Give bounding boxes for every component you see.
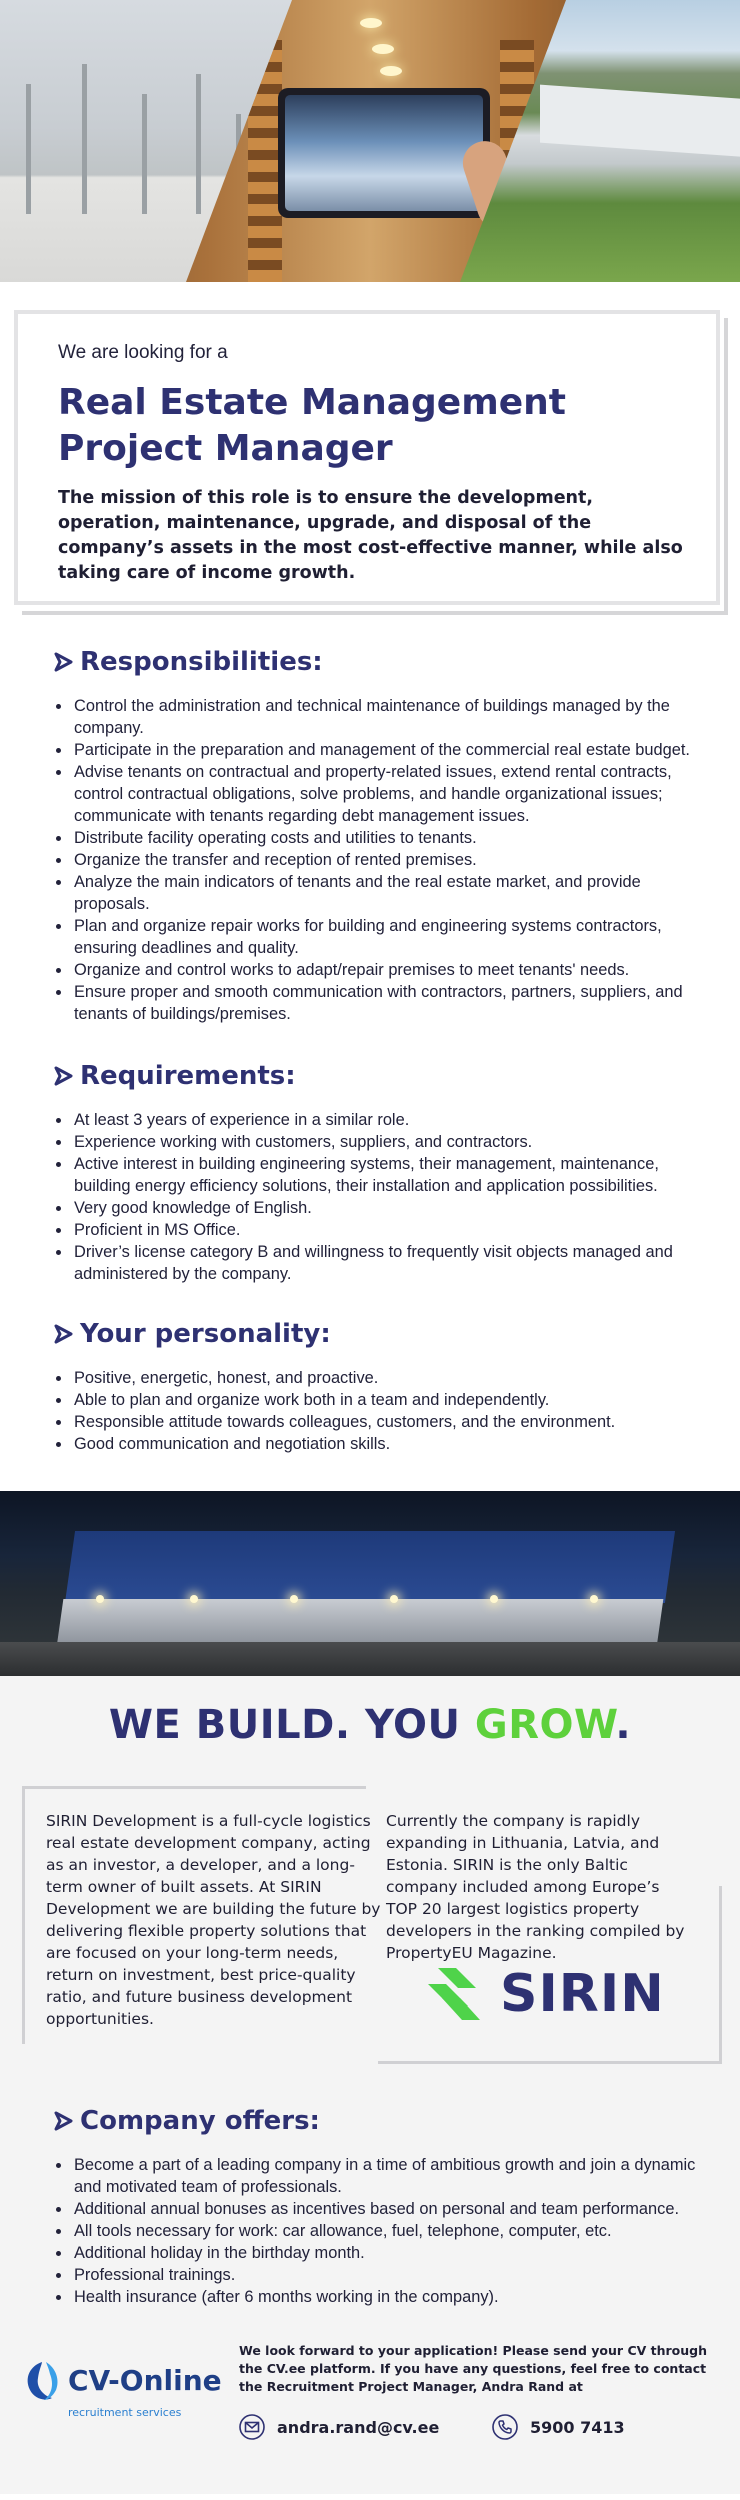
list-item: Control the administration and technical maintenance of buildings managed by the company. — [52, 695, 704, 739]
cv-online-logo-mark-icon — [22, 2358, 68, 2404]
job-title: Real Estate Management Project Manager — [58, 382, 566, 469]
responsibilities-list — [52, 695, 704, 1025]
tagline-highlight: GROW — [474, 1702, 616, 1748]
list-item: Positive, energetic, honest, and proactive. — [52, 1367, 704, 1389]
section-title: Requirements: — [80, 1061, 296, 1091]
warehouse-night-image — [0, 1491, 740, 1676]
responsibilities-section — [0, 647, 740, 1025]
chevron-arrow-icon — [52, 1323, 74, 1345]
list-item: Good communication and negotiation skills. — [52, 1433, 704, 1455]
phone-icon — [492, 2414, 518, 2440]
cv-online-logo-subtitle: recruitment services — [68, 2406, 182, 2419]
list-item: Professional trainings. — [52, 2264, 704, 2286]
chevron-arrow-icon — [52, 651, 74, 673]
application-note: We look forward to your application! Please send your CV through the CV.ee platform. If you have any questions, feel free to contact the Recruitment Project Manager, Andra Rand at — [239, 2343, 708, 2394]
email-address[interactable]: andra.rand@cv.ee — [277, 2417, 440, 2437]
chevron-arrow-icon — [52, 2110, 74, 2132]
intro-pre-title: We are looking for a — [58, 342, 228, 363]
about-text-right: Currently the company is rapidly expanding in Lithuania, Latvia, and Estonia. SIRIN is the only Baltic company included among Europe’s TOP 20 largest logistics property developers in the ranking compiled by PropertyEU Magazine. — [386, 1812, 685, 1962]
list-item: All tools necessary for work: car allowance, fuel, telephone, computer, etc. — [52, 2220, 704, 2242]
phone-contact[interactable] — [492, 2414, 625, 2440]
offers-section — [0, 2106, 740, 2308]
footer — [0, 2342, 740, 2454]
list-item: Driver’s license category B and willingness to frequently visit objects managed and administered by the company. — [52, 1241, 704, 1285]
list-item: Ensure proper and smooth communication with contractors, partners, suppliers, and tenants of buildings/premises. — [52, 981, 704, 1025]
phone-number[interactable]: 5900 7413 — [530, 2417, 625, 2437]
list-item: Experience working with customers, suppliers, and contractors. — [52, 1131, 704, 1153]
offers-list — [52, 2154, 704, 2308]
requirements-list — [52, 1109, 704, 1285]
list-item: Proficient in MS Office. — [52, 1219, 704, 1241]
list-item: Advise tenants on contractual and property-related issues, extend rental contracts, control contractual obligations, solve problems, and handle organizational issues; communicate with tenants regarding debt management issues. — [52, 761, 704, 827]
sirin-logo — [428, 1964, 665, 2024]
mail-icon — [239, 2414, 265, 2440]
personality-section — [0, 1319, 740, 1455]
tablet-image — [278, 88, 490, 218]
list-item: Distribute facility operating costs and utilities to tenants. — [52, 827, 704, 849]
list-item: Active interest in building engineering systems, their management, maintenance, building energy efficiency solutions, their installation and application possibilities. — [52, 1153, 704, 1197]
list-item: Additional holiday in the birthday month. — [52, 2242, 704, 2264]
company-area — [0, 1676, 740, 2494]
list-item: Health insurance (after 6 months working in the company). — [52, 2286, 704, 2308]
list-item: Analyze the main indicators of tenants and the real estate market, and provide proposals. — [52, 871, 704, 915]
section-title: Company offers: — [80, 2106, 320, 2136]
requirements-section — [0, 1061, 740, 1285]
hero-image-collage — [0, 0, 740, 282]
about-company-block — [22, 1786, 722, 2066]
intro-card — [14, 310, 726, 605]
section-title: Responsibilities: — [80, 647, 323, 677]
cv-online-logo-text: CV-Online — [68, 2364, 222, 2397]
mission-statement: The mission of this role is to ensure the development, operation, maintenance, upgrade, and disposal of the company’s assets in the most cost-effective manner, while also taking care of income growth. — [58, 488, 683, 583]
list-item: Organize and control works to adapt/repair premises to meet tenants' needs. — [52, 959, 704, 981]
list-item: Become a part of a leading company in a time of ambitious growth and join a dynamic and motivated team of professionals. — [52, 2154, 704, 2198]
list-item: Responsible attitude towards colleagues, customers, and the environment. — [52, 1411, 704, 1433]
list-item: Participate in the preparation and management of the commercial real estate budget. — [52, 739, 704, 761]
about-text-left: SIRIN Development is a full-cycle logistics real estate development company, acting as an investor, a developer, and a long-term owner of built assets. At SIRIN Development we are building the future by delivering flexible property solutions that are focused on your long-term needs, return on investment, best price-quality ratio, and future business development opportunities. — [46, 1812, 381, 2028]
sirin-logo-text: SIRIN — [500, 1964, 665, 2024]
list-item: At least 3 years of experience in a similar role. — [52, 1109, 704, 1131]
personality-list — [52, 1367, 704, 1455]
tagline: WE BUILD. YOU GROW. — [108, 1702, 632, 1748]
cv-online-logo — [22, 2358, 222, 2419]
list-item: Additional annual bonuses as incentives based on personal and team performance. — [52, 2198, 704, 2220]
list-item: Organize the transfer and reception of rented premises. — [52, 849, 704, 871]
list-item: Plan and organize repair works for building and engineering systems contractors, ensuring deadlines and quality. — [52, 915, 704, 959]
list-item: Able to plan and organize work both in a team and independently. — [52, 1389, 704, 1411]
sirin-logo-mark-icon — [428, 1968, 486, 2020]
email-contact[interactable] — [239, 2414, 439, 2440]
list-item: Very good knowledge of English. — [52, 1197, 704, 1219]
chevron-arrow-icon — [52, 1065, 74, 1087]
section-title: Your personality: — [80, 1319, 331, 1349]
